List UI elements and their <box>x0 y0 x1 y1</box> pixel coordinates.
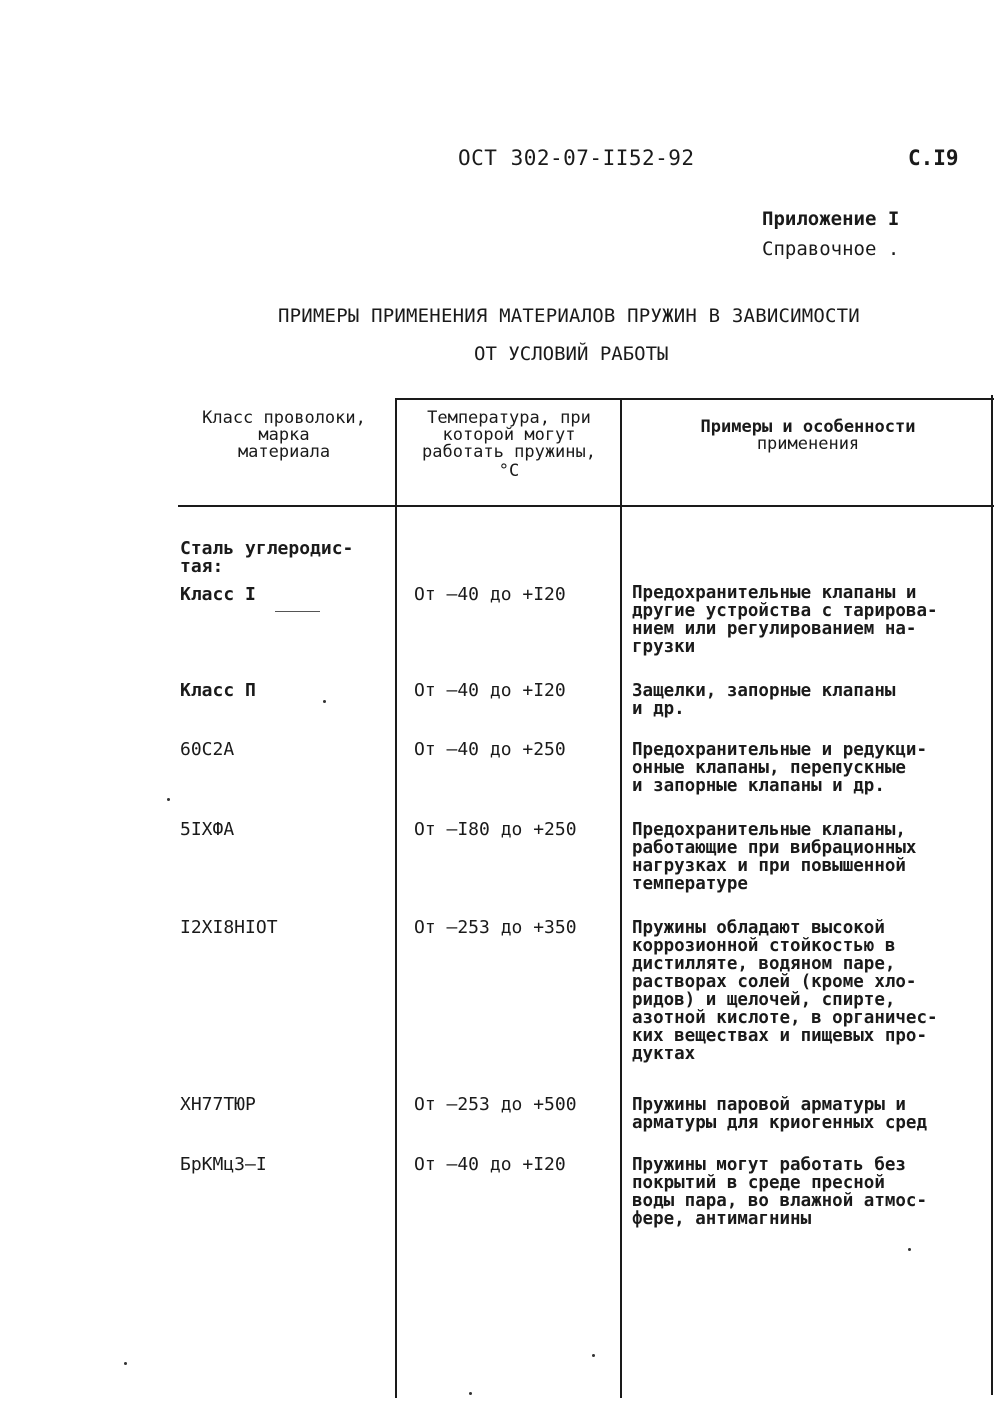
row-3-temperature: От –40 до +250 <box>414 739 566 760</box>
row-7-temperature: От –40 до +I20 <box>414 1154 566 1175</box>
row-3-description: Предохранительные и редукци- онные клапаны, перепускные и запорные клапаны и др. <box>632 740 928 796</box>
table-right-border <box>991 395 993 1395</box>
row-4-description: Предохранительные клапаны, работающие при вибрационных нагрузках и при повышенной температуре <box>632 820 917 894</box>
row-4-temperature: От –I80 до +250 <box>414 819 577 840</box>
scan-speck <box>323 700 326 703</box>
row-6-material: ХН77ТЮР <box>180 1094 256 1115</box>
row-7-description: Пружины могут работать без покрытий в среде пресной воды пара, во влажной атмос- фере, антимагнины <box>632 1155 928 1229</box>
scan-speck <box>124 1362 127 1365</box>
row-4-material: 5IХФА <box>180 819 235 840</box>
row-5-description: Пружины обладают высокой коррозионной стойкостью в дистилляте, водяном паре, растворах солей (кроме хло- ридов) и щелочей, спирте, азотной кислоте, в органичес- ких веществах и пищевых про- дуктах <box>632 918 938 1064</box>
scan-speck <box>167 798 170 801</box>
header-temperature: Температура, при которой могут работать пружины, °C <box>422 408 596 481</box>
appendix-type: Справочное . <box>762 238 900 260</box>
header-examples: Примеры и особенности применения <box>700 417 916 454</box>
scan-speck <box>592 1354 595 1357</box>
row-2-temperature: От –40 до +I20 <box>414 680 566 701</box>
row-5-temperature: От –253 до +350 <box>414 917 577 938</box>
column-divider-1 <box>395 398 397 1398</box>
row-7-material: БрКМц3–I <box>180 1154 267 1175</box>
scan-speck <box>469 1392 472 1395</box>
row-1-description: Предохранительные клапаны и другие устройства с тарирова- нием или регулированием на- грузки <box>632 583 938 657</box>
document-number: ОСТ 302-07-II52-92 <box>458 146 695 170</box>
table-title-line-2: ОТ УСЛОВИЙ РАБОТЫ <box>474 343 669 365</box>
table-top-rule <box>396 398 994 400</box>
table-title-line-1: ПРИМЕРЫ ПРИМЕНЕНИЯ МАТЕРИАЛОВ ПРУЖИН В ЗАВИСИМОСТИ <box>278 305 860 327</box>
column-divider-2 <box>620 398 622 1398</box>
scan-speck <box>908 1248 911 1251</box>
header-bottom-rule <box>178 505 994 507</box>
row-2-description: Защелки, запорные клапаны и др. <box>632 681 896 719</box>
row-1-material: Класс I <box>180 584 256 605</box>
group-label: Сталь углеродис- тая: <box>180 538 354 577</box>
row-5-material: I2ХI8НIОТ <box>180 917 278 938</box>
row-2-material: Класс П <box>180 680 256 701</box>
row-1-temperature: От –40 до +I20 <box>414 584 566 605</box>
row-6-temperature: От –253 до +500 <box>414 1094 577 1115</box>
header-material: Класс проволоки, марка материала <box>202 408 366 462</box>
row-6-description: Пружины паровой арматуры и арматуры для криогенных сред <box>632 1095 928 1133</box>
page-number: С.I9 <box>908 146 959 170</box>
row-3-material: 60С2А <box>180 739 235 760</box>
stray-mark <box>275 611 320 612</box>
appendix-label: Приложение I <box>762 208 900 230</box>
